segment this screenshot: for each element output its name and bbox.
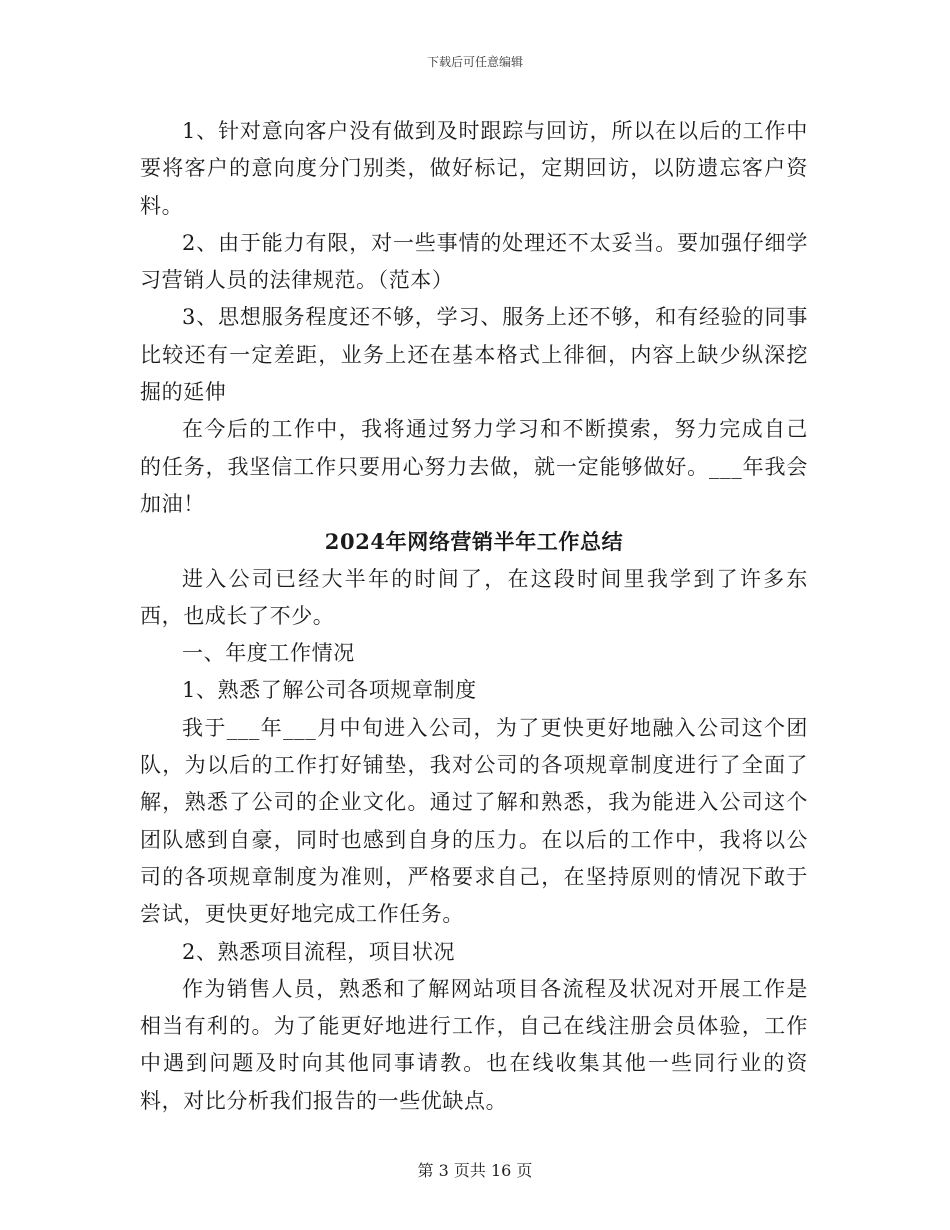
page-footer: 第 3 页共 16 页	[417, 1161, 533, 1180]
subheading: 1、熟悉了解公司各项规章制度	[182, 678, 477, 703]
document-body	[140, 113, 808, 1120]
subheading: 2、熟悉项目流程，项目状况	[182, 939, 456, 964]
paragraph: 我于___年___月中旬进入公司，为了更快更好地融入公司这个团队，为以后的工作打好铺垫，我对公司的各项规章制度进行了全面了解，熟悉了公司的企业文化。通过了解和熟悉，我为能进入公司这个团队感到自豪，同时也感到自身的压力。在以后的工作中，我将以公司的各项规章制度为准则，严格要求自己，在坚持原则的情况下敢于尝试，更快更好地完成工作任务。	[140, 715, 808, 927]
section-title: 2024年网络营销半年工作总结	[324, 529, 624, 555]
paragraph: 在今后的工作中，我将通过努力学习和不断摸索，努力完成自己的任务，我坚信工作只要用心努力去做，就一定能够做好。___年我会加油！	[140, 417, 808, 516]
paragraph: 2、由于能力有限，对一些事情的处理还不太妥当。要加强仔细学习营销人员的法律规范。（范本）	[140, 230, 808, 293]
section-heading: 一、年度工作情况	[182, 641, 355, 666]
paragraph: 进入公司已经大半年的时间了，在这段时间里我学到了许多东西，也成长了不少。	[140, 566, 808, 628]
paragraph: 作为销售人员，熟悉和了解网站项目各流程及状况对开展工作是相当有利的。为了能更好地进行工作，自己在线注册会员体验，工作中遇到问题及时向其他同事请教。也在线收集其他一些同行业的资料，对比分析我们报告的一些优缺点。	[140, 976, 808, 1113]
page-header: 下载后可任意编辑	[426, 55, 523, 69]
paragraph: 3、思想服务程度还不够，学习、服务上还不够，和有经验的同事比较还有一定差距，业务上还在基本格式上徘徊，内容上缺少纵深挖掘的延伸	[140, 305, 808, 405]
paragraph: 1、针对意向客户没有做到及时跟踪与回访，所以在以后的工作中要将客户的意向度分门别类，做好标记，定期回访，以防遗忘客户资料。	[140, 119, 808, 218]
